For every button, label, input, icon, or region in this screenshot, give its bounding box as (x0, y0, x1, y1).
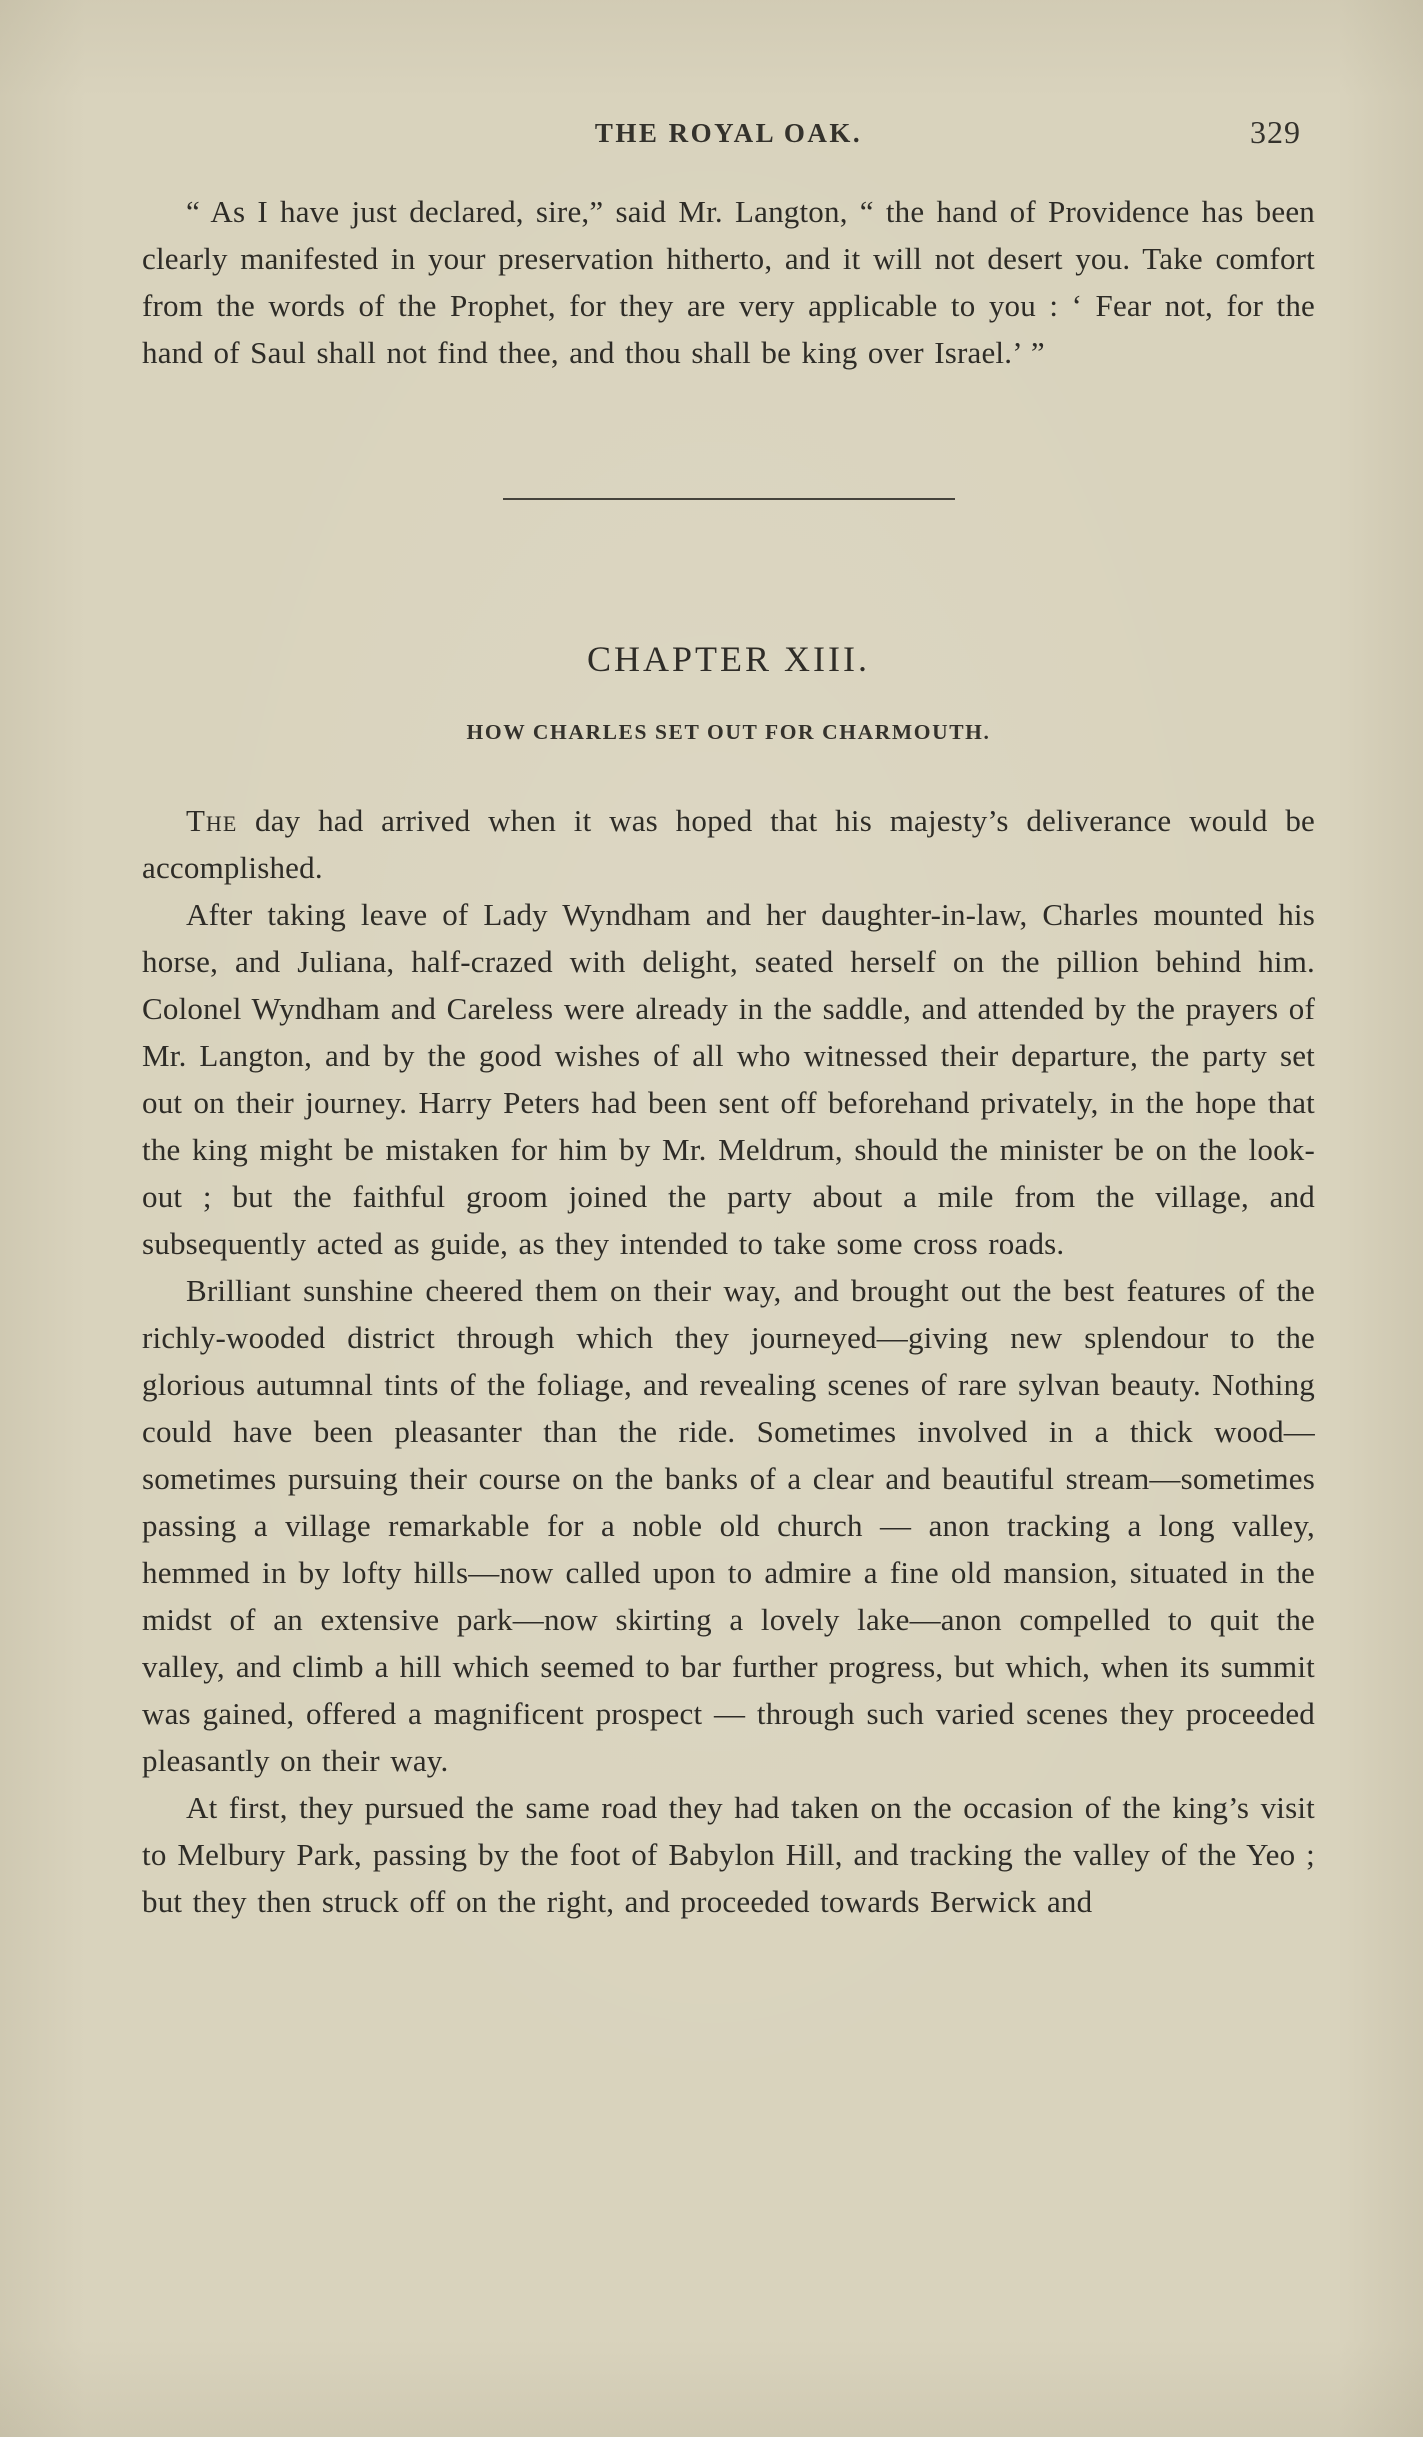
page-header (142, 114, 1315, 162)
body-paragraph: At first, they pursued the same road they had taken on the occasion of the king’s visit to Melbury Park, passing by the foot of Babylon Hill, and tracking the valley of the Yeo ; but they then struck off on the right, and proceeded towards Berwick and (142, 1790, 1315, 1919)
intro-paragraph: “ As I have just declared, sire,” said Mr. Langton, “ the hand of Providence has been clearly manifested in your preservation hitherto, and it will not desert you. Take comfort from the words of the Prophet, for they are very applicable to you : ‘ Fear not, for the hand of Saul shall not find thee, and thou shall be king over Israel.’ ” (142, 194, 1315, 370)
body-paragraph-opening (142, 797, 1315, 891)
section-divider (503, 498, 955, 500)
text-block (142, 0, 1315, 1925)
body-paragraph: Brilliant sunshine cheered them on their way, and brought out the best features of the richly-wooded district through which they journeyed—giving new splendour to the glorious autumnal tints of the foliage, and revealing scenes of rare sylvan beauty. Nothing could have been pleasanter than the ride. Sometimes involved in a thick wood—sometimes pursuing their course on the banks of a clear and beautiful stream—sometimes passing a village remarkable for a noble old church — anon tracking a long valley, hemmed in by lofty hills—now called upon to admire a fine old mansion, situated in the midst of an extensive park—now skirting a lovely lake—anon compelled to quit the valley, and climb a hill which seemed to bar further progress, but which, when its summit was gained, offered a magnificent prospect — through such varied scenes they proceeded pleasantly on their way. (142, 1273, 1315, 1778)
lead-rest: day had arrived when it was hoped that his majesty’s deliverance would be accomplished. (142, 803, 1315, 885)
running-title: THE ROYAL OAK. (594, 118, 863, 148)
lead-word: The (186, 803, 238, 838)
chapter-subtitle: HOW CHARLES SET OUT FOR CHARMOUTH. (466, 720, 991, 744)
chapter-heading: CHAPTER XIII. (587, 639, 870, 679)
page-number: 329 (1250, 114, 1301, 150)
body-paragraph: After taking leave of Lady Wyndham and her daughter-in-law, Charles mounted his horse, and Juliana, half-crazed with delight, seated herself on the pillion behind him. Colonel Wyndham and Careless were already in the saddle, and attended by the prayers of Mr. Langton, and by the good wishes of all who witnessed their departure, the party set out on their journey. Harry Peters had been sent off beforehand privately, in the hope that the king might be mistaken for him by Mr. Meldrum, should the minister be on the look-out ; but the faithful groom joined the party about a mile from the village, and subsequently acted as guide, as they intended to take some cross roads. (142, 897, 1315, 1261)
